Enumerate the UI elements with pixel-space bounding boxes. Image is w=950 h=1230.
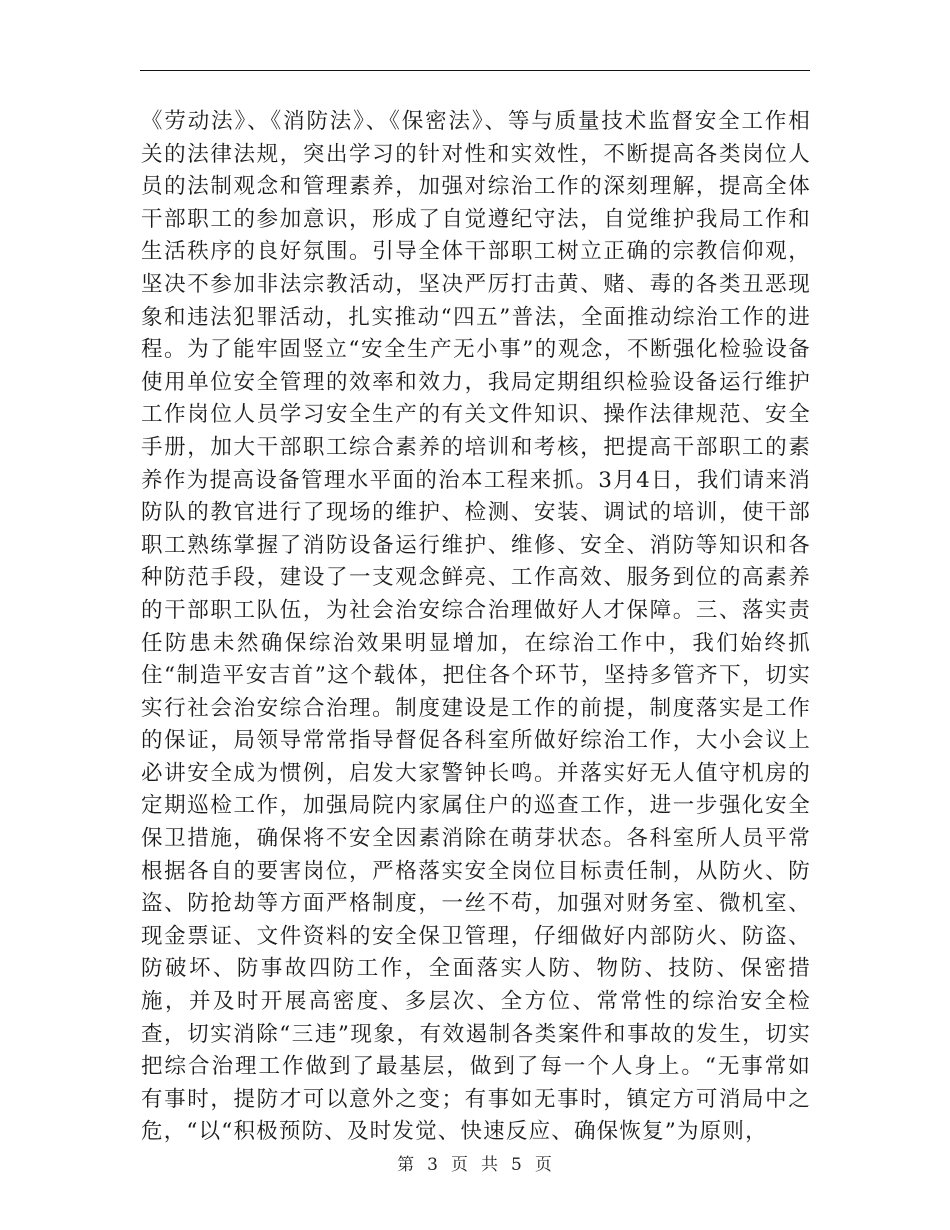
page-footer (0, 1150, 950, 1175)
footer-page-label: 页 (451, 1155, 469, 1175)
footer-page-number: 3 (427, 1155, 439, 1175)
body-paragraph: 《劳动法》、《消防法》、《保密法》、等与质量技术监督安全工作相关的法律法规，突出学习的针对性和实效性，不断提高各类岗位人员的法制观念和管理素养，加强对综治工作的深刻理解，提高全体干部职工的参加意识，形成了自觉遵纪守法，自觉维护我局工作和生活秩序的良好氛围。引导全体干部职工树立正确的宗教信仰观，坚决不参加非法宗教活动，坚决严厉打击黄、赌、毒的各类丑恶现象和违法犯罪活动，扎实推动“四五”普法，全面推动综治工作的进程。为了能牢固竖立“安全生产无小事”的观念，不断强化检验设备使用单位安全管理的效率和效力，我局定期组织检验设备运行维护工作岗位人员学习安全生产的有关文件知识、操作法律规范、安全手册，加大干部职工综合素养的培训和考核，把提高干部职工的素养作为提高设备管理水平面的治本工程来抓。3月4日，我们请来消防队的教官进行了现场的维护、检测、安装、调试的培训，使干部职工熟练掌握了消防设备运行维护、维修、安全、消防等知识和各种防范手段，建设了一支观念鲜亮、工作高效、服务到位的高素养的干部职工队伍，为社会治安综合治理做好人才保障。三、落实责任防患未然确保综治效果明显增加，在综治工作中，我们始终抓住“制造平安吉首”这个载体，把住各个环节，坚持多管齐下，切实实行社会治安综合治理。制度建设是工作的前提，制度落实是工作的保证，局领导常常指导督促各科室所做好综治工作，大小会议上必讲安全成为惯例，启发大家警钟长鸣。并落实好无人值守机房的定期巡检工作，加强局院内家属住户的巡查工作，进一步强化安全保卫措施，确保将不安全因素消除在萌芽状态。各科室所人员平常根据各自的要害岗位，严格落实安全岗位目标责任制，从防火、防盗、防抢劫等方面严格制度，一丝不苟，加强对财务室、微机室、现金票证、文件资料的安全保卫管理，仔细做好内部防火、防盗、防破坏、防事故四防工作，全面落实人防、物防、技防、保密措施，并及时开展高密度、多层次、全方位、常常性的综治安全检查，切实消除“三违”现象，有效遏制各类案件和事故的发生，切实把综合治理工作做到了最基层，做到了每一个人身上。“无事常如有事时，提防才可以意外之变；有事如无事时，镇定方可消局中之危，“以“积极预防、及时发觉、快速反应、确保恢复”为原则， (141, 109, 811, 1145)
header-rule (140, 70, 810, 71)
footer-total-pages: 5 (511, 1155, 523, 1175)
footer-total-label: 页 (534, 1155, 553, 1175)
footer-prefix: 第 (397, 1155, 416, 1175)
footer-total-prefix: 共 (481, 1155, 499, 1175)
